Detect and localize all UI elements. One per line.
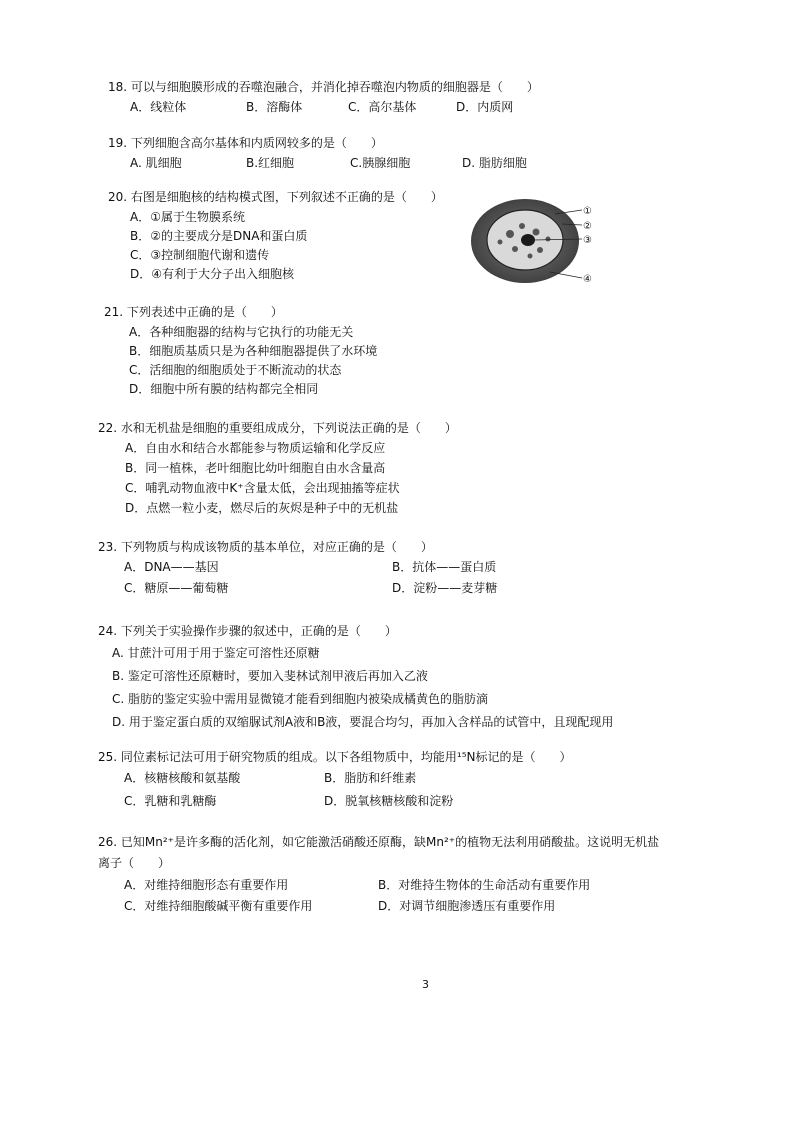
figure-label-2: ② <box>583 221 592 232</box>
option-a: A．DNA——基因 <box>124 560 219 574</box>
page-number: 3 <box>422 978 429 991</box>
option-c: C．活细胞的细胞质处于不断流动的状态 <box>129 363 342 377</box>
option-a: A．核糖核酸和氨基酸 <box>124 771 241 785</box>
option-c: C．乳糖和乳糖酶 <box>124 794 217 808</box>
option-c: C．糖原——葡萄糖 <box>124 581 229 595</box>
question-stem: 26. 已知Mn²⁺是许多酶的活化剂，如它能激活硝酸还原酶，缺Mn²⁺的植物无法利用硝酸盐。这说明无机盐 <box>98 835 660 849</box>
option-c: C．高尔基体 <box>348 100 417 114</box>
option-c: C．③控制细胞代谢和遗传 <box>130 248 270 262</box>
option-a: A．对维持细胞形态有重要作用 <box>124 878 289 892</box>
option-d: D．点燃一粒小麦，燃尽后的灰烬是种子中的无机盐 <box>125 501 399 515</box>
question-stem: 19. 下列细胞含高尔基体和内质网较多的是（ ） <box>108 136 383 150</box>
option-d: D. 用于鉴定蛋白质的双缩脲试剂A液和B液，要混合均匀，再加入含样品的试管中，且现配现用 <box>112 715 614 729</box>
option-d: D．对调节细胞渗透压有重要作用 <box>378 899 556 913</box>
option-c: C．对维持细胞酸碱平衡有重要作用 <box>124 899 313 913</box>
option-d: D．内质网 <box>456 100 514 114</box>
option-c: C．哺乳动物血液中K⁺含量太低，会出现抽搐等症状 <box>125 481 400 495</box>
option-b: B．同一植株，老叶细胞比幼叶细胞自由水含量高 <box>125 461 386 475</box>
figure-label-4: ④ <box>583 274 592 285</box>
question-stem: 20. 右图是细胞核的结构模式图，下列叙述不正确的是（ ） <box>108 190 443 204</box>
question-stem: 22. 水和无机盐是细胞的重要组成成分，下列说法正确的是（ ） <box>98 421 457 435</box>
option-b: B．②的主要成分是DNA和蛋白质 <box>130 229 308 243</box>
option-a: A．①属于生物膜系统 <box>130 210 245 224</box>
option-a: A. 甘蔗汁可用于用于鉴定可溶性还原糖 <box>112 646 320 660</box>
option-b: B．细胞质基质只是为各种细胞器提供了水环境 <box>129 344 378 358</box>
nucleus-structure-diagram <box>470 194 600 294</box>
question-stem: 23. 下列物质与构成该物质的基本单位，对应正确的是（ ） <box>98 540 433 554</box>
option-b: B．抗体——蛋白质 <box>392 560 497 574</box>
option-d: D. 脂肪细胞 <box>462 156 527 170</box>
option-a: A．各种细胞器的结构与它执行的功能无关 <box>129 325 354 339</box>
option-c: C.胰腺细胞 <box>350 156 411 170</box>
figure-label-3: ③ <box>583 235 592 246</box>
option-d: D．脱氧核糖核酸和淀粉 <box>324 794 454 808</box>
option-a: A．自由水和结合水都能参与物质运输和化学反应 <box>125 441 386 455</box>
option-b: B．对维持生物体的生命活动有重要作用 <box>378 878 591 892</box>
option-b: B．脂肪和纤维素 <box>324 771 417 785</box>
option-d: D．细胞中所有膜的结构都完全相同 <box>129 382 319 396</box>
question-stem: 24. 下列关于实验操作步骤的叙述中，正确的是（ ） <box>98 624 397 638</box>
option-b: B.红细胞 <box>246 156 295 170</box>
question-stem: 18. 可以与细胞膜形成的吞噬泡融合，并消化掉吞噬泡内物质的细胞器是（ ） <box>108 80 539 94</box>
option-a: A. 肌细胞 <box>130 156 182 170</box>
option-d: D．④有利于大分子出入细胞核 <box>130 267 294 281</box>
question-stem: 25. 同位素标记法可用于研究物质的组成。以下各组物质中，均能用¹⁵N标记的是（ ） <box>98 750 572 764</box>
option-b: B. 鉴定可溶性还原糖时，要加入斐林试剂甲液后再加入乙液 <box>112 669 428 683</box>
option-a: A．线粒体 <box>130 100 187 114</box>
option-c: C. 脂肪的鉴定实验中需用显微镜才能看到细胞内被染成橘黄色的脂肪滴 <box>112 692 489 706</box>
question-stem-continued: 离子（ ） <box>98 856 171 870</box>
option-b: B．溶酶体 <box>246 100 303 114</box>
figure-label-1: ① <box>583 206 592 217</box>
question-stem: 21. 下列表述中正确的是（ ） <box>104 305 283 319</box>
option-d: D．淀粉——麦芽糖 <box>392 581 498 595</box>
